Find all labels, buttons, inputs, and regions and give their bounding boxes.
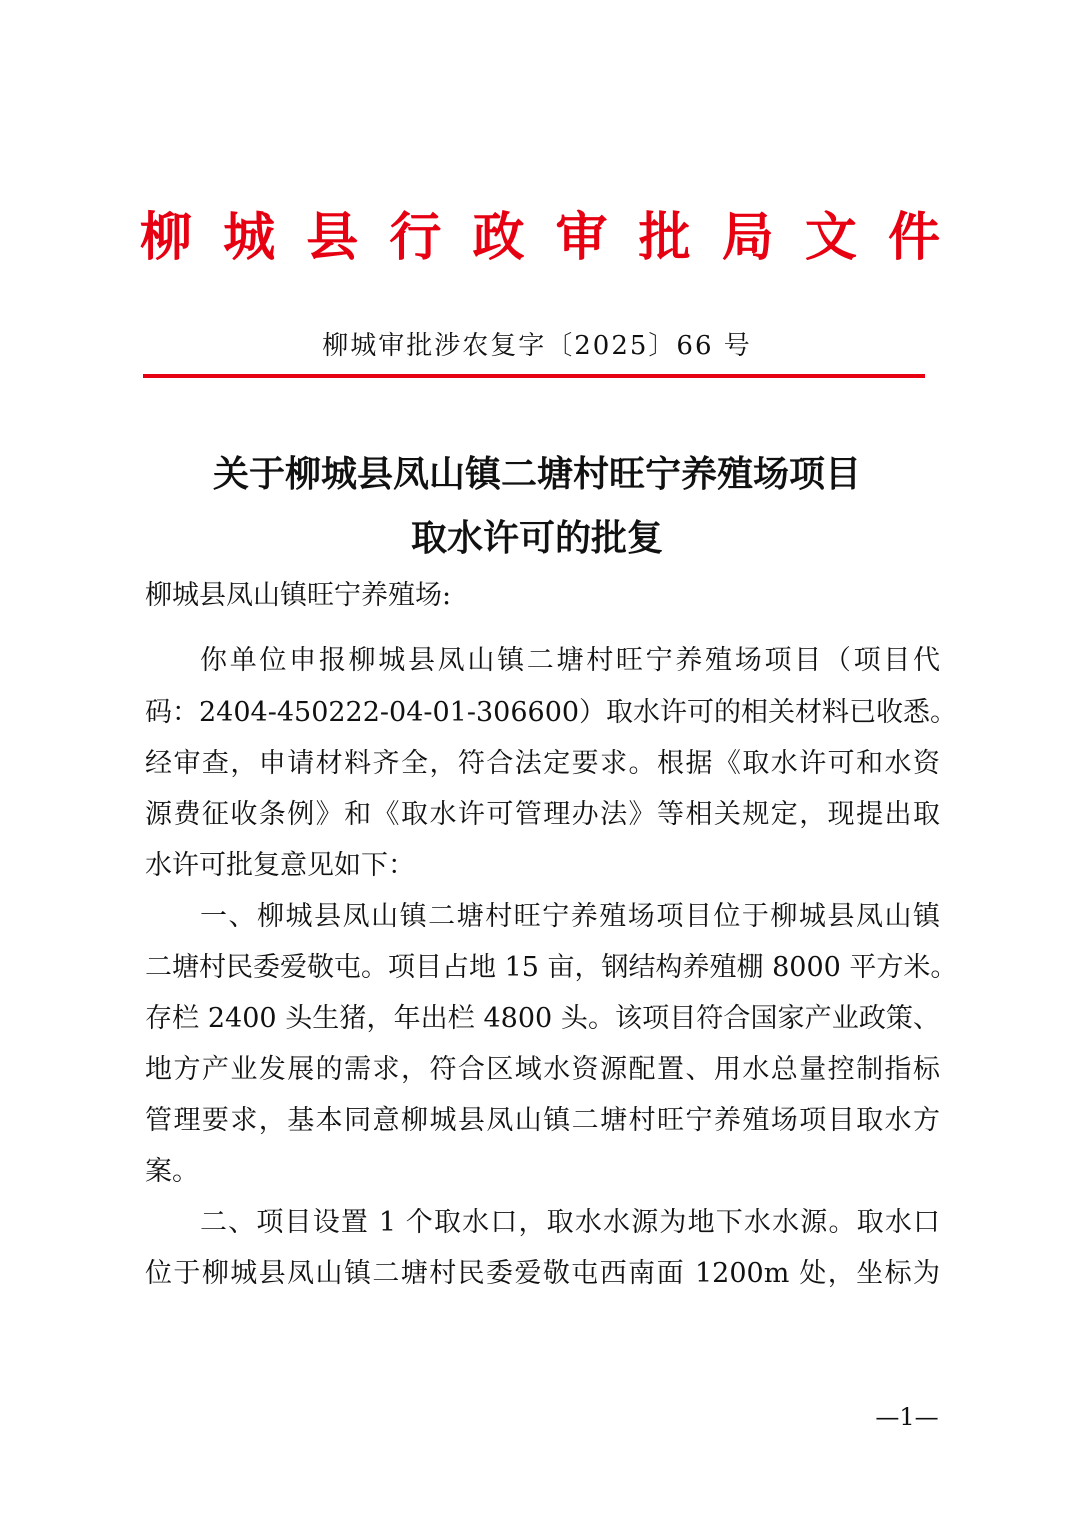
red-divider-rule xyxy=(143,374,925,378)
body-text-line: 案。 xyxy=(145,1156,199,1187)
body-text-line: 位于柳城县凤山镇二塘村民委爱敬屯西南面 1200m 处，坐标为 xyxy=(145,1258,940,1289)
issuer-char: 柳 xyxy=(140,207,193,268)
page-number: —1— xyxy=(875,1403,939,1431)
issuer-char: 审 xyxy=(555,207,608,268)
document-title-line-2: 取水许可的批复 xyxy=(410,517,663,559)
issuer-char: 局 xyxy=(721,207,774,268)
issuer-char: 批 xyxy=(638,207,691,268)
body-text-line: 码：2404-450222-04-01-306600）取水许可的相关材料已收悉。 xyxy=(145,697,958,728)
body-text-line: 二塘村民委爱敬屯。项目占地 15 亩，钢结构养殖棚 8000 平方米。 xyxy=(145,952,958,983)
issuer-heading xyxy=(140,192,940,272)
body-text-line: 源费征收条例》和《取水许可管理办法》等相关规定，现提出取 xyxy=(145,799,940,830)
body-text-line: 管理要求，基本同意柳城县凤山镇二塘村旺宁养殖场项目取水方 xyxy=(145,1105,940,1136)
body-text-line: 经审查，申请材料齐全，符合法定要求。根据《取水许可和水资 xyxy=(145,748,940,779)
body-text-line: 你单位申报柳城县凤山镇二塘村旺宁养殖场项目（项目代 xyxy=(200,645,940,676)
issuer-char: 城 xyxy=(223,207,276,268)
body-text-line: 二、项目设置 1 个取水口，取水水源为地下水水源。取水口 xyxy=(200,1207,940,1238)
issuer-char: 行 xyxy=(389,207,442,268)
body-text-line: 存栏 2400 头生猪，年出栏 4800 头。该项目符合国家产业政策、 xyxy=(145,1003,940,1034)
issuer-char: 文 xyxy=(804,207,857,268)
body-text-line: 地方产业发展的需求，符合区域水资源配置、用水总量控制指标 xyxy=(145,1054,940,1085)
issuer-char: 县 xyxy=(306,207,359,268)
body-text-line: 一、柳城县凤山镇二塘村旺宁养殖场项目位于柳城县凤山镇 xyxy=(200,901,940,932)
addressee-line: 柳城县凤山镇旺宁养殖场: xyxy=(145,580,452,611)
document-number: 柳城审批涉农复字〔2025〕66 号 xyxy=(322,331,752,361)
body-text-line: 水许可批复意见如下： xyxy=(145,850,415,881)
issuer-char: 政 xyxy=(472,207,525,268)
document-title-line-1: 关于柳城县凤山镇二塘村旺宁养殖场项目 xyxy=(212,453,861,495)
issuer-char: 件 xyxy=(887,207,940,268)
